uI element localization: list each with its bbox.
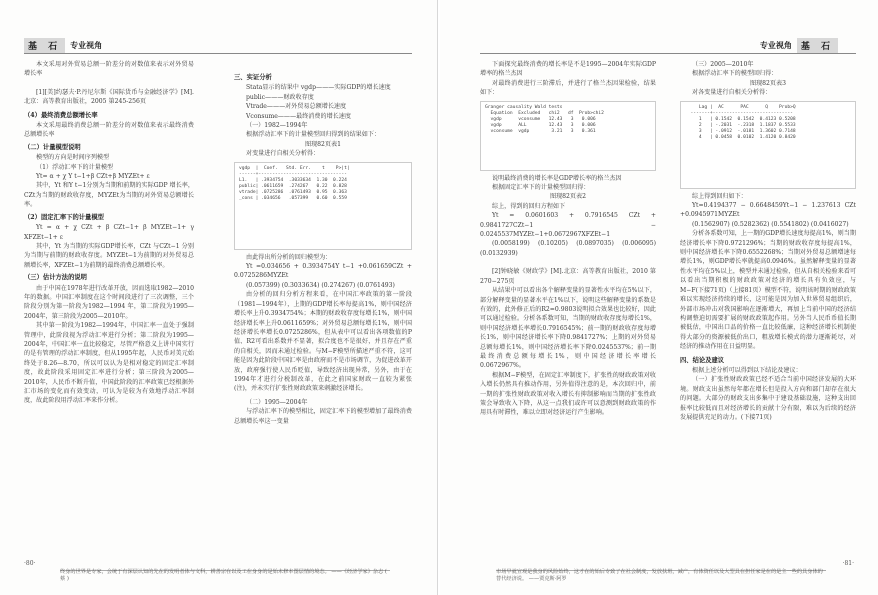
- column-3: [480, 60, 656, 418]
- paragraph: 综上得到回归如下：: [692, 192, 747, 200]
- paragraph: 根据M−F模型，在固定汇率制度下，扩张性的财政政策对收入增长仍然具有推动作用，另外值得注意的是，本次回归中，前一期的扩张性财政政策对收入增长有抑制影响而当期的扩张性政策会导致收入下降，从这一点我们或许可以意测到财政政策的作用具有时滞性，难以立即对经济运行产生影响。: [480, 371, 656, 417]
- paragraph: 根据上述分析可以得到以下结论及建议：: [692, 366, 802, 374]
- paragraph: 从结果中可以看出各个解释变量的显著性水平均在5%以下，部分解释变量的显著水平在1%以下，说明这些解释变量的系数是有效的，此外修正后的R2=0.9803说明拟合效果也比较好，因此可以通过检验。分析各系数可知，当期的财政收存度每增长1%，则中国经济增长率增长0.7916545%；前一期的财政收存度每增长1%，则中国经济增长率下降0.9841727%；上期的对外贸易总额每增长1%，则中国经济增长率下降0.0245537%；前一期最终消费总额每增长1%，则中国经济增长率增长0.0672967%。: [480, 287, 656, 370]
- paragraph: 本文采用最终消费总额一阶差分的对数值来表示最终消费总额增长率: [24, 122, 194, 139]
- right-page: [440, 0, 878, 595]
- paragraph: 对各变量进行自相关分析得：: [692, 89, 772, 97]
- granger-test-output-image: Granger causality Wald tests Equation Excluded chi2 df Prob>chi2 vgdp vconsume 12.43 3 0.006 vgdp ALL 12.43 3 0.006 vconsume vgdp 3.21 3 0.361: [480, 101, 656, 171]
- header-badge: 基 石: [797, 38, 838, 53]
- figure-caption: 图现82页表2: [549, 193, 586, 201]
- header-rule: [480, 53, 856, 54]
- equation: Yt = 0.0601603 + 0.7916545 CZt + 0.9841727CZt−1 − 0.0245537MYZEt−1+0.0672967XFZEt−1: [480, 212, 656, 239]
- right-header: [755, 38, 838, 52]
- paragraph: 由此得出所分析的回归模型为：: [246, 253, 332, 261]
- paragraph: 根据固定汇率下的计量模型回归得：: [492, 184, 590, 192]
- footnote: [1][美]约瑟夫·P.丹尼尔斯《国际货币与金融经济学》[M].北京：高等教育出版社，2005 第245-256页: [24, 88, 194, 106]
- paragraph: Vtrade———对外贸易总额增长速度: [246, 103, 347, 111]
- paragraph: Vconsume———最终消费的增长速度: [246, 112, 351, 120]
- section-heading: （4）最终消费总额增长率: [24, 111, 98, 119]
- paragraph: Stata显示的结果中 vgdp———实际GDP的增长速度: [246, 84, 391, 92]
- section-heading: 三、实证分析: [234, 74, 272, 81]
- subheading: （二）1995—2004年: [246, 398, 308, 406]
- equation: Yt =0.034656 + 0.3934754Y t−1 +0.061659CZt + 0.0725286MYZEt: [234, 263, 412, 280]
- equation: Yt = α + χ CZt + β CZt−1+ β MYZEt−1+ γ XFZEt−1+ ε: [24, 224, 194, 241]
- paragraph: 下面探究最终消费的增长率是不是1995—2004年实际GDP增率的格兰杰因: [480, 61, 656, 78]
- paragraph: 与浮动汇率下的模型相比，固定汇率下的模型增加了最终消费总额增长率这一变量: [234, 408, 412, 425]
- equation: Yt=0.4194377 − 0.6648459Yt−1 − 1.237613 CZt +0.0945971MYZEt: [680, 202, 856, 219]
- paragraph: 分析各系数可知，上一期的GDP增长速度每提高1%，则当期经济增长率下降0.9721296%；当期的财政收存度每提高1%，则中国经济增长率下降0.6552268%；当期对外贸易总额增速每增长1%，则GDP增长率就提高0.0946%。虽然解释变量的显著性水平均在5%以上，模型并未通过检验，但从自相关检验来看可以看出当期积极的财政政策对经济的增长具有负效应，与M−F(下接71页)（上接81页）模型不符，说明该时期的财政政策难以实现经济持续的增长，这可能是因为加入世界贸易组织后，外部市场冲击对我国影响在逐渐增大，再加上当前中国的经济结构调整迫切需要扩展的财政政策起作用。另外当人民币币值长期被低估，中国出口品的价格一直比较低廉，这种经济增长机制使得大部分的资源被低价出口，粗放增长模式的潜力逐渐耗尽，对经济的推动作用在日益明显。: [680, 230, 856, 351]
- left-page: [0, 0, 438, 595]
- page-number: ·81·: [842, 560, 854, 567]
- figure-caption: 图现82页表3: [749, 79, 786, 87]
- paragraph: 本文采用对外贸易总额一阶差分的对数值来表示对外贸易增长率: [24, 61, 194, 78]
- regression-output-image: vgdp | Coef. Std. Err. t P>|t| ------+-------------------------------- L1. | .3934754 .3033634 1.30 0.224 public| .0611659 .274267 0.22 0.828 vtrade| .0725286 .0761493 0.95 0.363 _cons | .034656 .057399 0.60 0.559: [234, 162, 412, 250]
- footer-quote: 终身的世界是专家，会统于有深层认知的先在的发明者体与文科，耕善宗在以及工在身身的是始未修本图层情的境态。 ——《经济学家》杂志 ( 蔡 ): [60, 569, 387, 582]
- subheading: （三）2005—2010年: [692, 61, 754, 68]
- paragraph: public———财政收存度: [246, 93, 314, 101]
- paragraph: 对变量进行自相关分析得：: [246, 150, 320, 158]
- paragraph: （一）扩张性财政政策已经不适合当前中国经济发展的大环境。财政支出虽然每年都在增长但是投入方向和部门却存在很大的问题。大部分的财政支出多集中于建设基础设施，这种支出回报率比较低而且对经济增长的贡献十分有限，难以为后续的经济发展提供充足的动力。(下接71页): [680, 376, 856, 421]
- footer-quote: 市场早就宣观是我身的风险始终，这才在的始后专致了在社会制度，发放扶班，减产，有体资任以及大型具在担任家是在的是主一些的具身体的替代经济说。 ——贾克斯·阿罗: [496, 569, 823, 582]
- paragraph: 其中第一阶段为1982—1994年，中国汇率一直处于强制管理中，此阶段视为浮动汇率进行分析；第二阶段为1995—2004年，中国汇率一直比较稳定，尽管严格意义上讲中国实行的是有管理的浮动汇率制度，但从1995年起，人民币对美元始终处于8.26—8.70，所以可以认为是相对稳定的固定汇率制度，故此阶段采用固定汇率进行分析；第三阶段为2005—2010年，人民币不断升值，中国此阶段的汇率政策已经根据外汇市场的变化而有效变动，可认为是较为有效地浮动汇率制度，故此阶段用浮动汇率来作分析。: [24, 322, 194, 405]
- paragraph: 根据浮动汇率下的计量模型回归得到的结果如下：: [246, 131, 381, 139]
- header-badge: 基 石: [24, 38, 65, 53]
- standard-errors: (0.057399) (0.3033634) (0.274267) (0.0761493): [246, 281, 395, 289]
- paragraph: 综上，得到的回归方程如下: [492, 202, 566, 210]
- header-section: 专业视角: [70, 40, 103, 50]
- paragraph: 其中，Yt 和Y t−1分别为当期和前期的实际GDP 增长率，CZt为当期的财政收存度，MYZEt为当期的对外贸易总额增长率。: [24, 182, 194, 209]
- paragraph: 由于中国在1978年进行改革开放，因而选取1982—2010年的数据。中国汇率制度在这个时间段进行了三次调整，三个阶段分别为第一阶段为1982—1994 年，第二阶段为1995—2004年，第三阶段为2005—2010年。: [24, 284, 194, 320]
- standard-errors: (0.0058199) (0.10205) (0.0897035) (0.006095) (0.0132939): [480, 240, 656, 257]
- paragraph: 根据浮动汇率下的模型回归得：: [692, 70, 778, 78]
- paragraph: 其中，Yt 为当期的实际GDP增长率，CZt 与CZt−1 分别为当期与前期的财政收存度。MYZEt−1为前期的对外贸易总额增长率，XFZEt−1为前期的最终消费总额增长率。: [24, 242, 194, 269]
- equation: Yt= α + χ Y t−1+β CZt+β MYZEt+ ε: [36, 173, 150, 181]
- paragraph: 说明最终消费的增长率是GDP增长率的格兰杰因: [492, 174, 622, 182]
- section-heading: （2）固定汇率下的计量模型: [24, 213, 104, 221]
- column-2: [234, 70, 412, 426]
- column-1: [24, 60, 194, 406]
- section-heading: 四、结论及建议: [680, 356, 725, 364]
- standard-errors: (0.1562907) (0.5282362) (0.5541802) (0.0416027): [692, 220, 849, 228]
- subheading: （1）浮动汇率下的计量模型: [36, 163, 114, 171]
- column-4: [680, 60, 856, 422]
- autocorrelation-output-image: Lag | AC PAC Q Prob>Q -------+----------------------------- 1 | 0.1542 0.1542 0.4123 0.5208 2 | -.2031 -.2318 1.1837 0.5533 3 | -.0912 -.0181 1.3602 0.7148 4 | 0.0458 0.0102 1.4120 0.8420: [680, 101, 856, 189]
- header-section: 专业视角: [759, 40, 792, 50]
- header-rule: [24, 53, 412, 54]
- left-header: [24, 38, 107, 52]
- page-number: ·80·: [24, 560, 36, 567]
- paragraph: 由分析的回归分析方程来看，在中国汇率政策的第一阶段（1981—1994年），上期的GDP增长率每提高1%，则中国经济增长率上升0.3934754%；本期的财政收存度每增长1%，则中国经济增长率上升0.0611659%；对外贸易总额每增长1%，则中国经济增长率增长0.0725286%，但从表中可以看出各项数值的P值、R2可看出系数并不显著，拟合度也不是很好，并且存在严重的自相关，因而未通过检验。与M−F模型所描述严重不符，这可能是因为此阶段中国汇率是由政府而不是市场调节，为促进改革开放，政府强行使人民币贬值，导致经济出现异常，另外，由于在1994年才进行分税制改革，在此之前国家财政一直较为紧张(注)，并未实行扩张性财政政策来刺激经济增长。: [234, 291, 412, 393]
- paragraph: 模型的方向是时间序列模型: [36, 154, 110, 162]
- section-heading: （三）估计方法的说明: [24, 274, 87, 282]
- footnote: [2]钟晓敏《财政学》[M].北京：高等教育出版社，2010 第270−275页: [480, 268, 656, 285]
- paragraph: 对最终消费进行三阶滞后，并进行了格兰杰因果检验，结果如下：: [480, 79, 656, 97]
- figure-caption: 图现82页表1: [304, 140, 341, 148]
- subheading: （一）1982—1994年: [246, 122, 308, 130]
- section-heading: （二）计量模型说明: [24, 143, 81, 151]
